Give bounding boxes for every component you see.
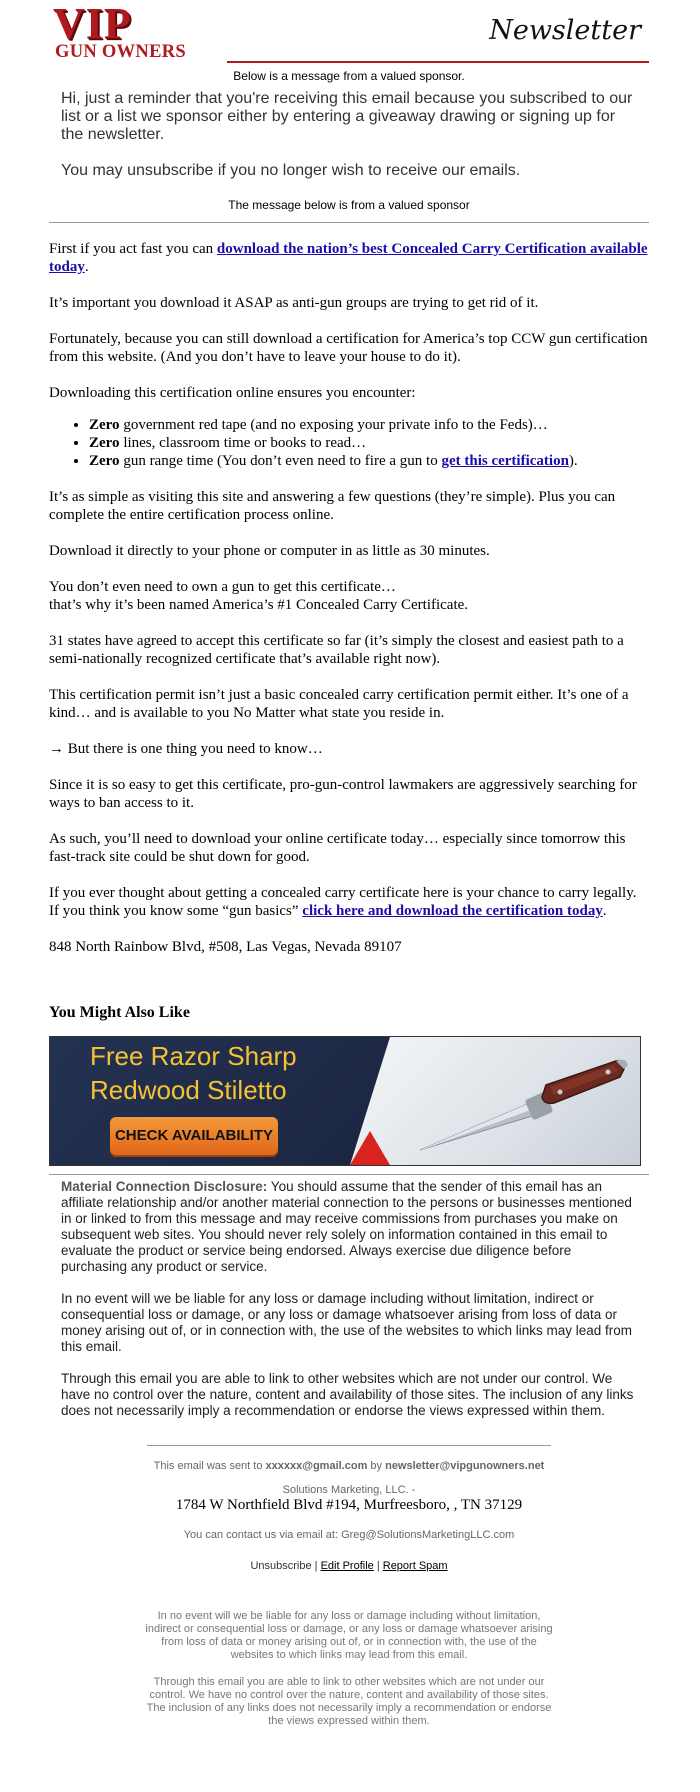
- body-text: that’s why it’s been named America’s #1 Concealed Carry Certificate.: [49, 597, 469, 613]
- disclosure-text: You should assume that the sender of this email has an affiliate relationship and/or another material connection to the persons or businesses mentioned in or linked to from this message and may receive commissions from purchases you make on subsequent web sites. You should never rely solely on information contained in this email to evaluate the product or service being endorsed. Always exercise due diligence before purchasing any product or service.: [61, 1179, 632, 1274]
- also-like-heading: You Might Also Like: [49, 1004, 190, 1021]
- disclosure-paragraph: [61, 1179, 637, 1275]
- reminder-text: Hi, just a reminder that you're receiving this email because you subscribed to our list or a list we sponsor either by entering a giveaway drawing or signing up for the newsletter.: [61, 90, 633, 143]
- link-separator: |: [373, 1560, 383, 1572]
- body-paragraph: It’s as simple as visiting this site and answering a few questions (they’re simple). Plus you can complete the entire certification process online.: [49, 489, 616, 523]
- footer-text: by: [367, 1460, 386, 1472]
- body-text: First if you act fast you can: [49, 241, 217, 257]
- link-separator: |: [311, 1560, 321, 1572]
- bullet-text: lines, classroom time or books to read…: [119, 435, 367, 451]
- email-container: [49, 0, 649, 1728]
- footer-liability-fine-print: In no event will we be liable for any loss or damage including without limitation, indirect or consequential loss or damage, or any loss or damage whatsoever arising from loss of data or money arising out of, or in connection with, the use of the websites to which links may lead from this email.: [145, 1610, 553, 1661]
- body-paragraph: Fortunately, because you can still download a certification for America’s top CCW gun certification from this website. (And you don’t have to leave your house to do it).: [49, 331, 648, 365]
- bullet-emphasis: Zero: [89, 453, 120, 469]
- footer-links: [49, 1560, 649, 1572]
- edit-profile-link[interactable]: Edit Profile: [320, 1560, 374, 1572]
- list-item: [89, 416, 649, 434]
- company-address: 1784 W Northfield Blvd #194, Murfreesboro, , TN 37129: [175, 1497, 523, 1513]
- list-item: [89, 434, 649, 452]
- unsubscribe-link[interactable]: Unsubscribe: [250, 1560, 312, 1572]
- sponsor-notice-top: Below is a message from a valued sponsor.: [233, 69, 465, 83]
- newsletter-title: Newsletter: [489, 15, 641, 46]
- body-paragraph: [49, 578, 649, 614]
- email-footer: [49, 1460, 649, 1728]
- logo-vip-text: VIP: [53, 0, 132, 48]
- sent-to-line: [49, 1460, 649, 1472]
- body-text: You don’t even need to own a gun to get this certificate…: [49, 579, 396, 595]
- body-paragraph: [49, 884, 649, 920]
- body-text: .: [84, 259, 89, 275]
- external-links-paragraph: Through this email you are able to link to other websites which are not under our control. We have no control over the nature, content and availability of those sites. The inclusion of any links does not necessarily imply a recommendation or endorse the views expressed within them.: [61, 1371, 634, 1418]
- sender-email: newsletter@vipgunowners.net: [385, 1460, 545, 1472]
- download-certification-link[interactable]: download the nation’s best Concealed Carry Certification available today: [49, 241, 648, 275]
- body-text: .: [602, 903, 607, 919]
- sponsor-message: [49, 223, 649, 956]
- bullet-text: gun range time (You don’t even need to fire a gun to: [119, 453, 442, 469]
- vip-gun-owners-logo[interactable]: [53, 0, 225, 64]
- sponsor-notice-mid: The message below is from a valued sponsor: [228, 198, 470, 212]
- list-item: [89, 452, 649, 470]
- bullet-text: government red tape (and no exposing your private info to the Feds)…: [119, 417, 548, 433]
- body-paragraph: Since it is so easy to get this certificate, pro-gun-control lawmakers are aggressively searching for ways to ban access to it.: [49, 777, 637, 811]
- footer-divider: [147, 1445, 551, 1446]
- recipient-email: xxxxxx@gmail.com: [265, 1460, 368, 1472]
- get-certification-link[interactable]: get this certification: [441, 453, 569, 469]
- subscription-reminder: [49, 84, 649, 180]
- email-header: [49, 0, 649, 68]
- banner-headline-line1: Free Razor Sharp: [90, 1041, 297, 1071]
- check-availability-button[interactable]: CHECK AVAILABILITY: [110, 1117, 278, 1155]
- body-paragraph: [49, 240, 649, 276]
- body-paragraph: Download it directly to your phone or computer in as little as 30 minutes.: [49, 543, 490, 559]
- footer-text: This email was sent to: [153, 1460, 266, 1472]
- body-paragraph: This certification permit isn’t just a basic concealed carry certification permit either. It’s one of a kind… and is available to you No Matter what state you reside in.: [49, 687, 629, 721]
- material-connection-disclosure: [49, 1175, 649, 1419]
- liability-paragraph: In no event will we be liable for any loss or damage including without limitation, indirect or consequential loss or damage, or any loss or damage whatsoever arising from loss of data or money arising out of, or in connection with, the use of the websites to which links may lead from this email.: [61, 1291, 633, 1354]
- body-paragraph: As such, you’ll need to download your online certificate today… especially since tomorrow this fast-track site could be shut down for good.: [49, 831, 626, 865]
- body-paragraph: 31 states have agreed to accept this certificate so far (it’s simply the closest and easiest path to a semi-nationally recognized certificate that’s available right now).: [49, 633, 624, 667]
- sponsor-address: 848 North Rainbow Blvd, #508, Las Vegas, Nevada 89107: [49, 939, 402, 955]
- footer-external-links-fine-print: Through this email you are able to link to other websites which are not under our control. We have no control over the nature, content and availability of those sites. The inclusion of any links does not necessarily imply a recommendation or endorse the views expressed within them.: [146, 1676, 552, 1727]
- body-paragraph: Downloading this certification online ensures you encounter:: [49, 385, 416, 401]
- bullet-text: ).: [568, 453, 578, 469]
- download-certification-today-link[interactable]: click here and download the certification today: [302, 903, 603, 919]
- bullet-emphasis: Zero: [89, 417, 120, 433]
- unsubscribe-reminder-text: You may unsubscribe if you no longer wish to receive our emails.: [61, 162, 521, 179]
- company-name: Solutions Marketing, LLC. -: [282, 1484, 416, 1496]
- body-paragraph: → But there is one thing you need to know…: [49, 741, 323, 757]
- benefits-list: [49, 416, 649, 470]
- body-text: If you ever thought about getting a concealed carry certificate here is your chance to carry legally. If you think you know some “gun basics”: [49, 885, 637, 919]
- disclosure-label: Material Connection Disclosure:: [61, 1179, 268, 1194]
- stiletto-ad-banner[interactable]: [49, 1036, 641, 1166]
- contact-line: You can contact us via email at: Greg@SolutionsMarketingLLC.com: [183, 1529, 515, 1541]
- logo-gun-owners-text: GUN OWNERS: [55, 42, 186, 62]
- bullet-emphasis: Zero: [89, 435, 120, 451]
- header-divider: [227, 61, 649, 63]
- body-paragraph: It’s important you download it ASAP as anti-gun groups are trying to get rid of it.: [49, 295, 539, 311]
- report-spam-link[interactable]: Report Spam: [382, 1560, 448, 1572]
- banner-headline-line2: Redwood Stiletto: [90, 1075, 287, 1105]
- stiletto-knife-image: [420, 1055, 630, 1155]
